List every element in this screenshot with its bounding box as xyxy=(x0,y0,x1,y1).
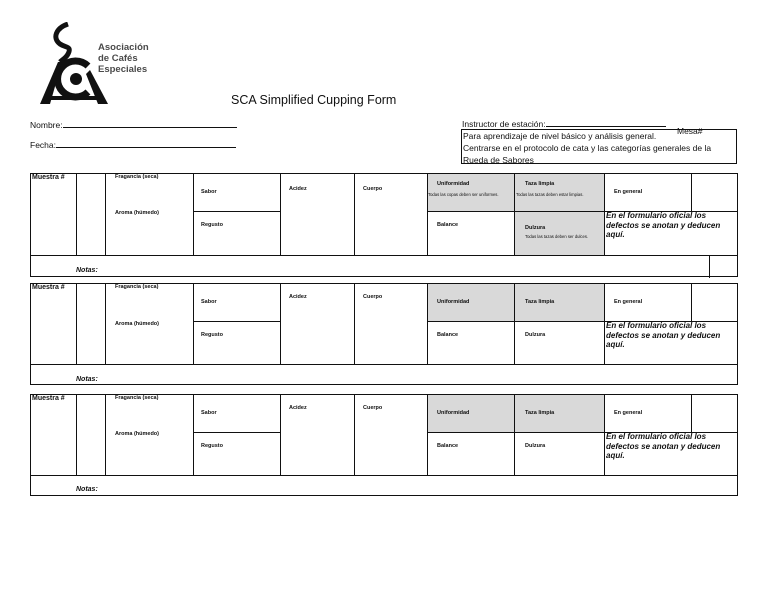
notas-label: Notas: xyxy=(76,267,98,274)
defects-note: En el formulario oficial los defectos se anotan y deducen aquí. xyxy=(606,432,721,460)
notas-label: Notas: xyxy=(76,486,98,493)
fragancia-label: Fragancia (seca) xyxy=(115,395,159,401)
cuerpo-label: Cuerpo xyxy=(363,405,383,411)
balance-label: Balance xyxy=(437,222,459,228)
taza-limpia-label: Taza limpia xyxy=(525,299,555,305)
notas-label: Notas: xyxy=(76,376,98,383)
muestra-label: Muestra # xyxy=(32,395,65,402)
fecha-label: Fecha: xyxy=(30,140,56,150)
uniformidad-note: Todas las copas deben ser uniformes. xyxy=(428,192,499,197)
dulzura-note: Todas las tazas deben ser dulces. xyxy=(525,234,589,239)
en-general-label: En general xyxy=(614,410,643,416)
defects-note: En el formulario oficial los defectos se anotan y deducen aquí. xyxy=(606,321,721,349)
acidez-label: Acidez xyxy=(289,186,307,192)
regusto-label: Regusto xyxy=(201,443,223,449)
en-general-label: En general xyxy=(614,189,643,195)
aroma-label: Aroma (húmedo) xyxy=(115,321,159,327)
nombre-field[interactable] xyxy=(30,119,237,130)
uniformidad-label: Uniformidad xyxy=(437,299,470,305)
logo-wordmark xyxy=(98,42,149,75)
nombre-label: Nombre: xyxy=(30,120,63,130)
sabor-label: Sabor xyxy=(201,299,217,305)
info-line-1: Para aprendizaje de nivel básico y análisis general. xyxy=(463,131,657,141)
sabor-label: Sabor xyxy=(201,189,217,195)
regusto-label: Regusto xyxy=(201,222,223,228)
dulzura-label: Dulzura xyxy=(525,225,546,231)
taza-limpia-note: Todas las tazas deben estar limpias. xyxy=(516,192,584,197)
balance-label: Balance xyxy=(437,443,459,449)
sample-block-1 xyxy=(30,173,738,277)
regusto-label: Regusto xyxy=(201,332,223,338)
fragancia-label: Fragancia (seca) xyxy=(115,174,159,180)
dulzura-label: Dulzura xyxy=(525,443,546,449)
nombre-line[interactable] xyxy=(63,119,237,128)
aroma-label: Aroma (húmedo) xyxy=(115,210,159,216)
balance-label: Balance xyxy=(437,332,459,338)
logo-line-2: de Cafés xyxy=(98,53,138,64)
dulzura-label: Dulzura xyxy=(525,332,546,338)
instructor-field[interactable] xyxy=(462,118,666,129)
en-general-label: En general xyxy=(614,299,643,305)
fecha-line[interactable] xyxy=(56,139,236,148)
fecha-field[interactable] xyxy=(30,139,236,150)
uniformidad-label: Uniformidad xyxy=(437,181,470,187)
taza-limpia-label: Taza limpia xyxy=(525,410,555,416)
acidez-label: Acidez xyxy=(289,294,307,300)
muestra-label: Muestra # xyxy=(32,284,65,291)
aroma-label: Aroma (húmedo) xyxy=(115,431,159,437)
sabor-label: Sabor xyxy=(201,410,217,416)
sample-block-2 xyxy=(30,283,738,385)
mesa-label: Mesa# xyxy=(677,126,703,136)
instructor-label: Instructor de estación: xyxy=(462,119,546,129)
fragancia-label: Fragancia (seca) xyxy=(115,284,159,290)
info-line-2: Centrarse en el protocolo de cata y las categorías generales de la xyxy=(463,143,712,153)
instructor-line[interactable] xyxy=(546,118,666,127)
cuerpo-label: Cuerpo xyxy=(363,294,383,300)
defects-note: En el formulario oficial los defectos se anotan y deducen aquí. xyxy=(606,211,721,239)
taza-limpia-label: Taza limpia xyxy=(525,181,555,187)
cuerpo-label: Cuerpo xyxy=(363,186,383,192)
logo-line-1: Asociación xyxy=(98,42,149,53)
uniformidad-label: Uniformidad xyxy=(437,410,470,416)
sample-block-3 xyxy=(30,394,738,496)
info-box xyxy=(461,129,737,164)
form-title: SCA Simplified Cupping Form xyxy=(231,93,397,107)
logo-line-3: Especiales xyxy=(98,64,148,75)
acidez-label: Acidez xyxy=(289,405,307,411)
muestra-label: Muestra # xyxy=(32,174,65,181)
info-line-3: Rueda de Sabores xyxy=(463,155,534,165)
